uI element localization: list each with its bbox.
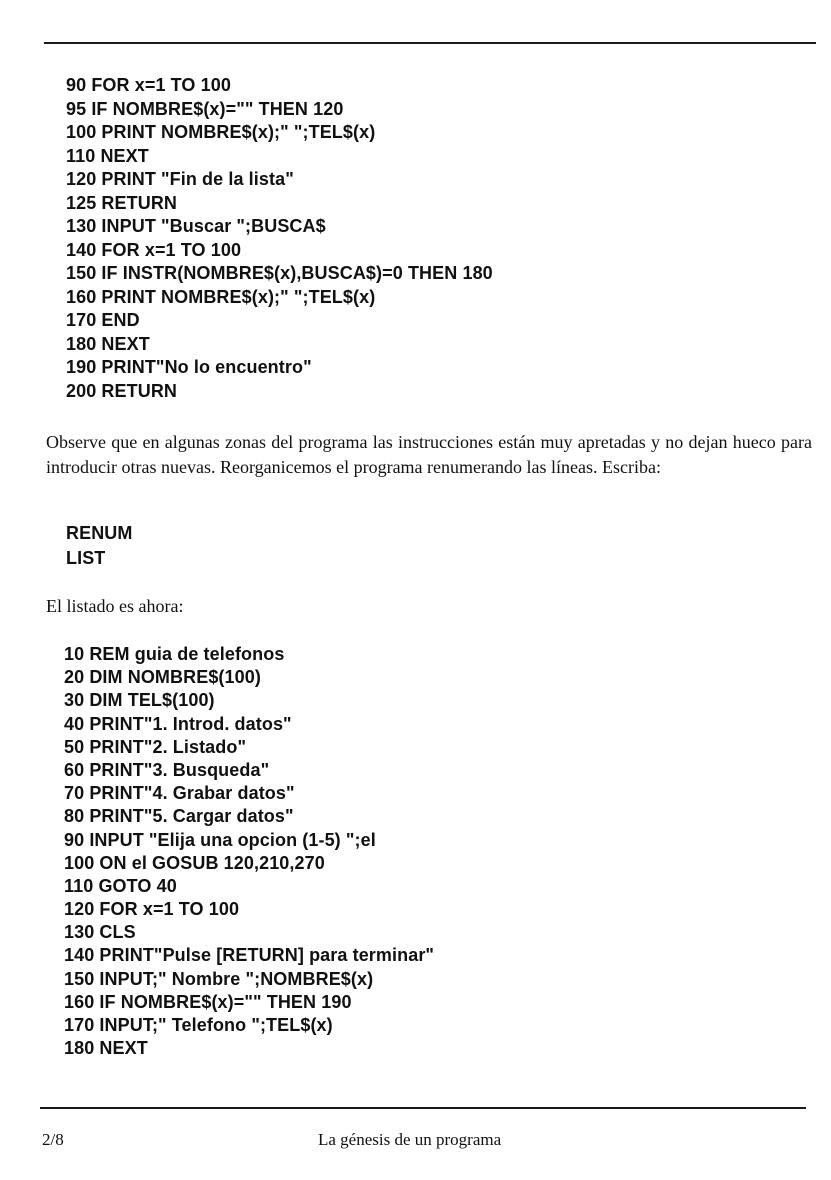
code-line: 125 RETURN [66, 192, 178, 213]
code-line: 130 CLS [64, 922, 136, 943]
code-line: 120 FOR x=1 TO 100 [64, 899, 240, 920]
code-line: 170 INPUT;" Telefono ";TEL$(x) [64, 1015, 333, 1035]
code-line: 170 END [66, 310, 140, 330]
code-line: 90 INPUT "Elija una opcion (1-5) ";el [64, 829, 376, 850]
code-line: 20 DIM NOMBRE$(100) [64, 667, 261, 688]
code-line: 140 FOR x=1 TO 100 [66, 239, 242, 260]
code-line: 200 RETURN [66, 380, 178, 401]
bottom-rule [40, 1107, 806, 1109]
code-listing-2 [66, 521, 133, 571]
code-line: 140 PRINT"Pulse [RETURN] para terminar" [64, 945, 435, 966]
body-paragraph: Observe que en algunas zonas del programa las instrucciones están muy apretadas y no dejan hueco para introducir otras nuevas. Reorganicemos el programa renumerando las líneas. Escriba: [46, 432, 812, 477]
body-paragraph: El listado es ahora: [46, 596, 184, 616]
page-number: 2/8 [42, 1130, 64, 1149]
code-line: 180 NEXT [64, 1038, 148, 1059]
running-title: La génesis de un programa [318, 1130, 502, 1149]
code-line: 160 IF NOMBRE$(x)="" THEN 190 [64, 991, 352, 1012]
code-line: 40 PRINT"1. Introd. datos" [64, 713, 292, 734]
code-line: RENUM [66, 523, 133, 543]
code-line: 130 INPUT "Buscar ";BUSCA$ [66, 216, 326, 236]
code-line: 100 ON el GOSUB 120,210,270 [64, 852, 325, 873]
code-listing-3 [64, 643, 434, 1060]
code-line: 80 PRINT"5. Cargar datos" [64, 806, 294, 827]
code-line: 60 PRINT"3. Busqueda" [64, 759, 270, 780]
code-line: 50 PRINT"2. Listado" [64, 736, 247, 757]
code-line: 150 INPUT;" Nombre ";NOMBRE$(x) [64, 968, 374, 989]
code-line: 30 DIM TEL$(100) [64, 690, 215, 711]
code-line: 110 NEXT [66, 145, 149, 166]
code-line: 100 PRINT NOMBRE$(x);" ";TEL$(x) [66, 122, 376, 142]
code-line: 95 IF NOMBRE$(x)="" THEN 120 [66, 98, 344, 119]
code-listing-1 [66, 74, 493, 403]
code-line: 70 PRINT"4. Grabar datos" [64, 783, 295, 804]
code-line: 120 PRINT "Fin de la lista" [66, 169, 294, 189]
code-line: 190 PRINT"No lo encuentro" [66, 357, 312, 377]
code-line: 150 IF INSTR(NOMBRE$(x),BUSCA$)=0 THEN 180 [66, 263, 493, 283]
top-rule [44, 42, 816, 44]
code-line: 160 PRINT NOMBRE$(x);" ";TEL$(x) [66, 286, 376, 307]
code-line: 110 GOTO 40 [64, 875, 177, 896]
code-line: 180 NEXT [66, 333, 150, 354]
code-line: LIST [66, 548, 106, 568]
code-line: 10 REM guia de telefonos [64, 644, 285, 664]
code-line: 90 FOR x=1 TO 100 [66, 75, 231, 95]
